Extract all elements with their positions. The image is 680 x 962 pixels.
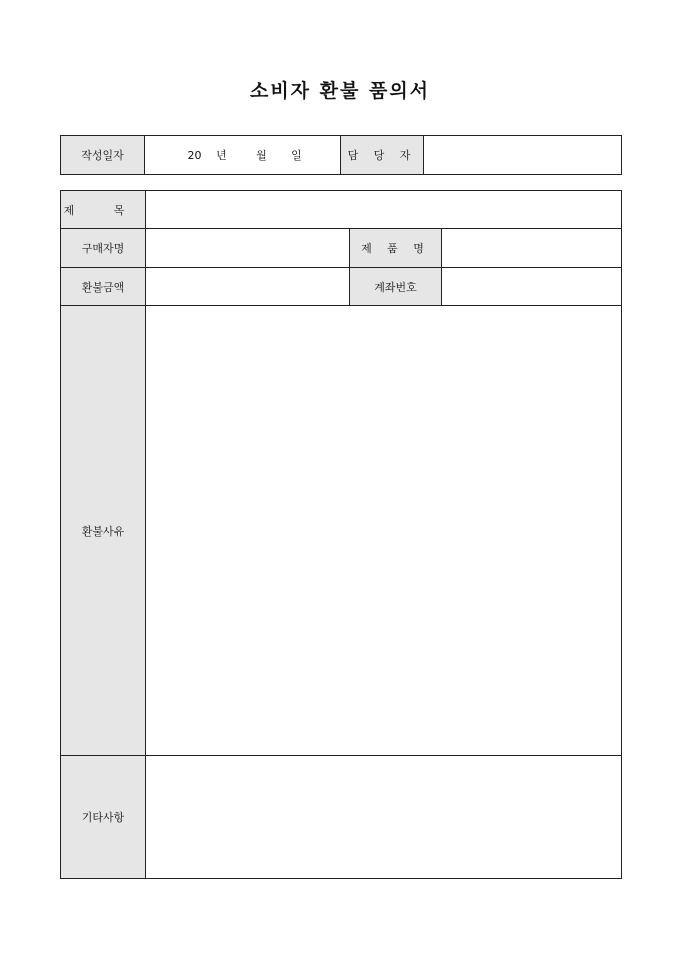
buyer-label: 구매자명 (61, 229, 146, 268)
reason-label: 환불사유 (61, 306, 146, 756)
month-unit: 월 (256, 149, 267, 162)
manager-label: 담 당 자 (341, 136, 424, 175)
document-title: 소비자 환불 품의서 (249, 80, 431, 102)
day-unit: 일 (291, 149, 302, 162)
year-unit: 년 (216, 149, 227, 162)
refund-form-table (60, 190, 622, 879)
manager-field[interactable] (424, 136, 622, 175)
account-field[interactable] (442, 268, 622, 306)
account-label: 계좌번호 (350, 268, 442, 306)
notes-field[interactable] (146, 756, 622, 879)
refund-amount-label: 환불금액 (61, 268, 146, 306)
subject-label: 제 목 (61, 191, 146, 229)
buyer-field[interactable] (146, 229, 350, 268)
date-field[interactable] (145, 136, 341, 175)
notes-label: 기타사항 (61, 756, 146, 879)
product-label: 제 품 명 (350, 229, 442, 268)
refund-amount-field[interactable] (146, 268, 350, 306)
reason-field[interactable] (146, 306, 622, 756)
product-field[interactable] (442, 229, 622, 268)
year-prefix: 20 (187, 149, 202, 162)
header-table (60, 135, 622, 175)
date-label: 작성일자 (61, 136, 145, 175)
subject-field[interactable] (146, 191, 622, 229)
